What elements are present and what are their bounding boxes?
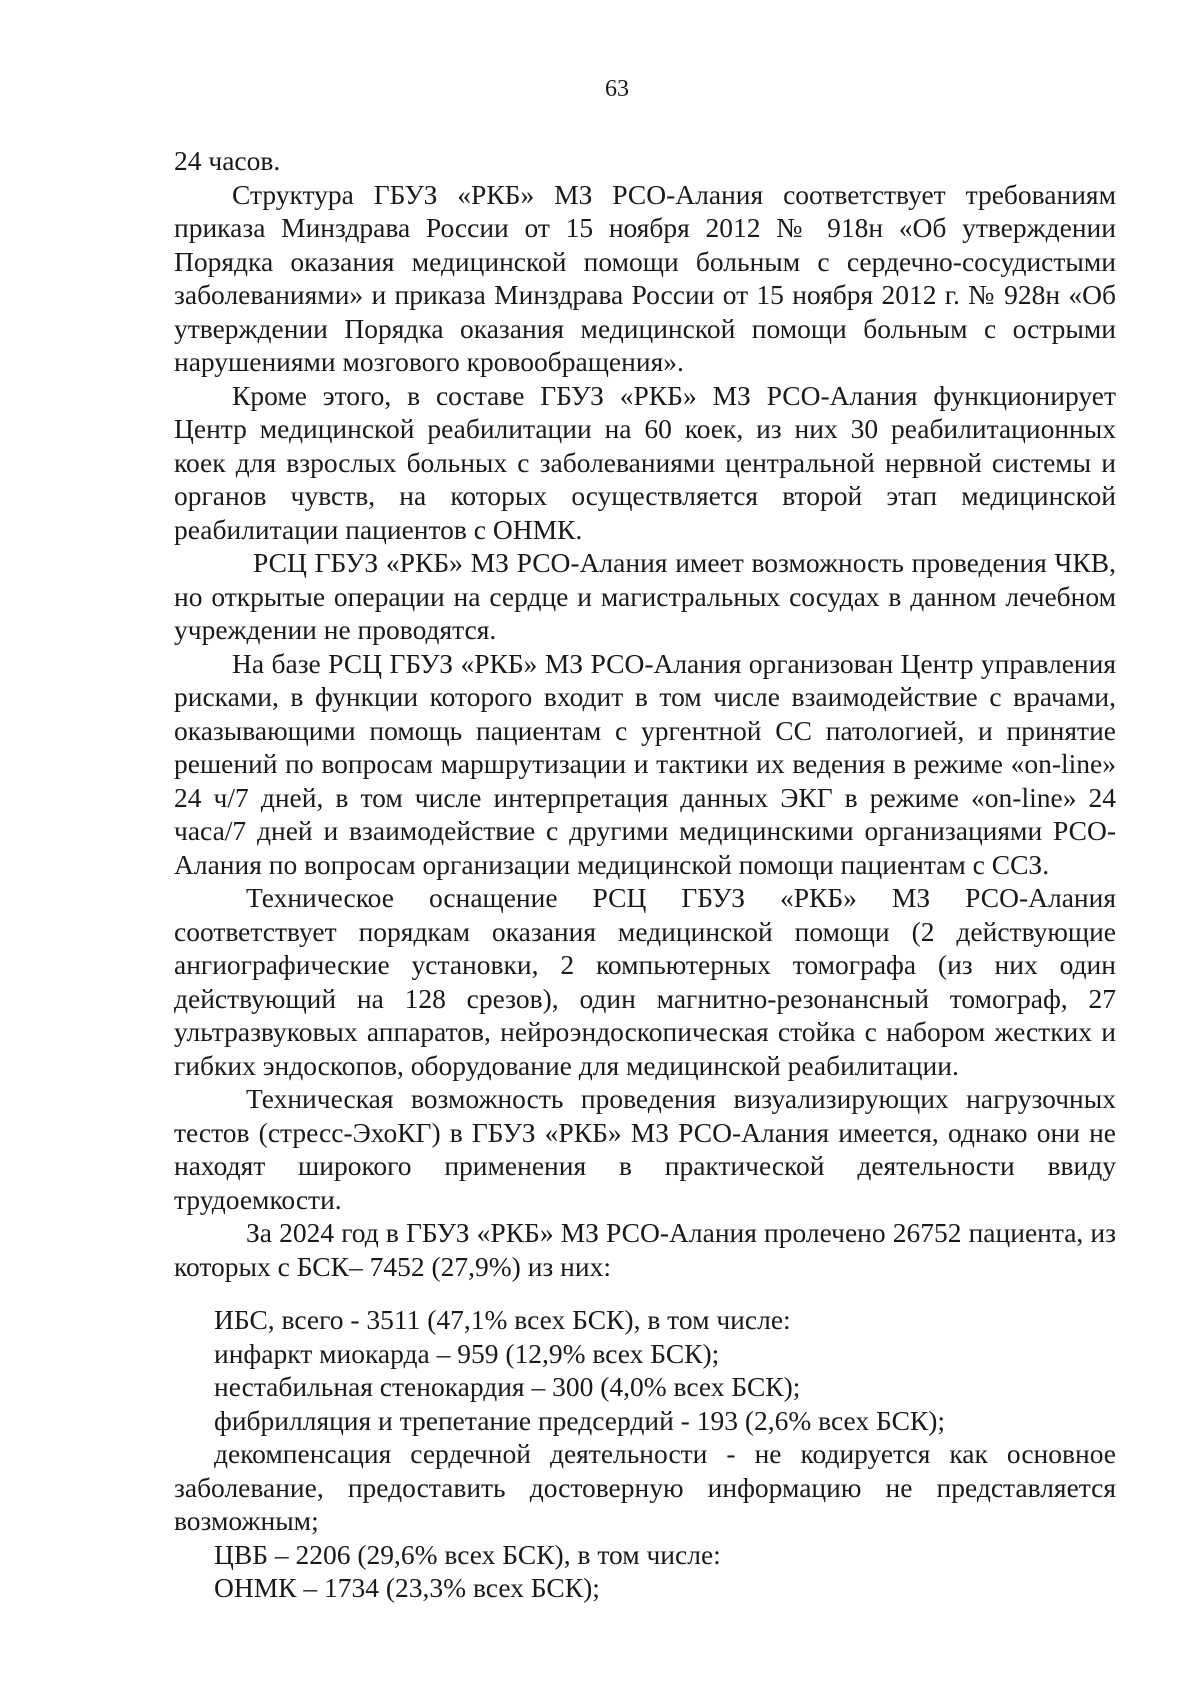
list-item: ИБС, всего - 3511 (47,1% всех БСК), в том числе:: [214, 1304, 791, 1335]
list-item: фибрилляция и трепетание предсердий - 193 (2,6% всех БСК);: [214, 1404, 946, 1436]
paragraph-equipment: Техническое оснащение РСЦ ГБУЗ «РКБ» МЗ РСО-Алания соответствует порядкам оказания медицинской помощи (2 действующие ангиографические установки, 2 компьютерных томографа (из них один действующий на 128 срезов), один магнитно-резонансный томограф, 27 ультразвуковых аппаратов, нейроэндоскопическая стойка с набором жестких и гибких эндоскопов, оборудование для медицинской реабилитации.: [174, 882, 1116, 1081]
list-item: ЦВБ – 2206 (29,6% всех БСК), в том числе:: [214, 1538, 721, 1570]
paragraph-pci: РСЦ ГБУЗ «РКБ» МЗ РСО-Алания имеет возможность проведения ЧКВ, но открытые операции на сердце и магистральных сосудах в данном лечебном учреждении не проводятся.: [174, 547, 1116, 645]
disease-list: [174, 1303, 1116, 1605]
paragraph-structure: Структура ГБУЗ «РКБ» МЗ РСО-Алания соответствует требованиям приказа Минздрава России от 15 ноября 2012 № 918н «Об утверждении Порядка оказания медицинской помощи больным с сердечно-сосудистыми заболеваниями» и приказа Минздрава России от 15 ноября 2012 г. № 928н «Об утверждении Порядка оказания медицинской помощи больным с острыми нарушениями мозгового кровообращения».: [174, 178, 1116, 377]
paragraph-statistics: За 2024 год в ГБУЗ «РКБ» МЗ РСО-Алания пролечено 26752 пациента, из которых с БСК– 7452 (27,9%) из них:: [174, 1217, 1116, 1282]
list-item: ОНМК – 1734 (23,3% всех БСК);: [214, 1572, 600, 1603]
list-item: декомпенсация сердечной деятельности - не кодируется как основное заболевание, предоставить достоверную информацию не представляется возможным;: [174, 1438, 1116, 1536]
paragraph-risk-center: На базе РСЦ ГБУЗ «РКБ» МЗ РСО-Алания организован Центр управления рисками, в функции которого входит в том числе взаимодействие с врачами, оказывающими помощь пациентам с ургентной СС патологией, и принятие решений по вопросам маршрутизации и тактики их ведения в режиме «on-line» 24 ч/7 дней, в том числе интерпретация данных ЭКГ в режиме «on-line» 24 часа/7 дней и взаимодействие с другими медицинскими организациями РСО-Алания по вопросам организации медицинской помощи пациентам с ССЗ.: [174, 647, 1116, 880]
list-item: нестабильная стенокардия – 300 (4,0% всех БСК);: [214, 1371, 801, 1402]
list-item: инфаркт миокарда – 959 (12,9% всех БСК);: [214, 1337, 720, 1369]
page-number: 63: [605, 76, 629, 102]
paragraph-continuation: 24 часов.: [174, 145, 281, 176]
paragraph-stress-echo: Техническая возможность проведения визуализирующих нагрузочных тестов (стресс-ЭхоКГ) в ГБУЗ «РКБ» МЗ РСО-Алания имеется, однако они не находят широкого применения в практической деятельности ввиду трудоемкости.: [174, 1083, 1116, 1215]
paragraph-rehab-center: Кроме этого, в составе ГБУЗ «РКБ» МЗ РСО-Алания функционирует Центр медицинской реабилитации на 60 коек, из них 30 реабилитационных коек для взрослых больных с заболеваниями центральной нервной системы и органов чувств, на которых осуществляется второй этап медицинской реабилитации пациентов с ОНМК.: [174, 379, 1116, 545]
document-body: [174, 144, 1116, 1605]
